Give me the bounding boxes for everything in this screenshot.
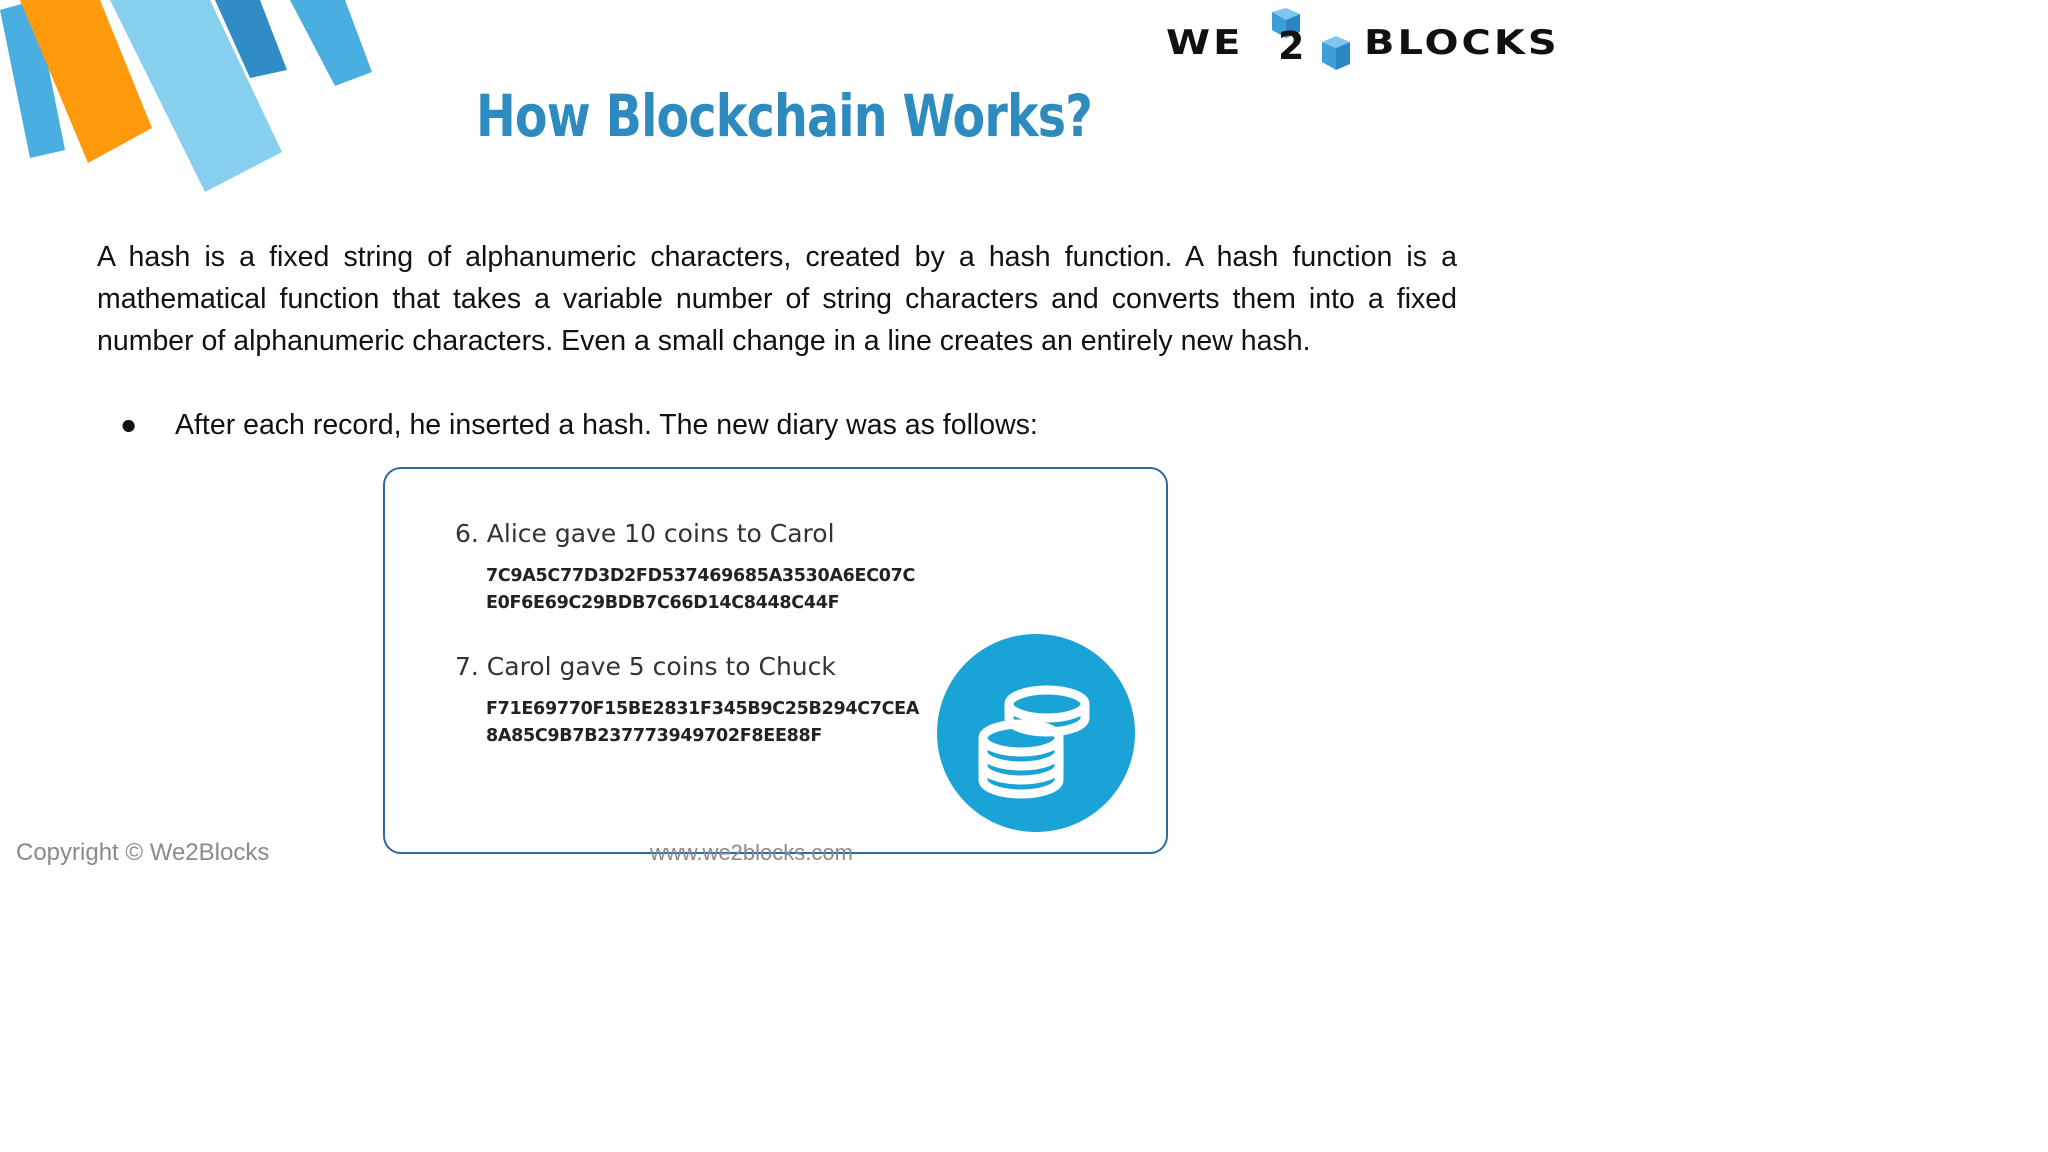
logo-two-text: 2 bbox=[1278, 24, 1305, 68]
logo-cubes-icon bbox=[1252, 8, 1362, 78]
logo-we-text: WE bbox=[1166, 23, 1244, 63]
diary-entry-hash-line: F71E69770F15BE2831F345B9C25B294C7CEA bbox=[486, 699, 920, 719]
diary-entry-hash-line: 8A85C9B7B237773949702F8EE88F bbox=[486, 726, 823, 746]
bullet-dot-icon: ● bbox=[120, 409, 138, 441]
copyright-notice: Copyright © We2Blocks bbox=[16, 839, 270, 866]
diary-entry-title: 6. Alice gave 10 coins to Carol bbox=[455, 519, 835, 548]
diary-entry-title: 7. Carol gave 5 coins to Chuck bbox=[455, 652, 836, 681]
diary-figure bbox=[383, 467, 1168, 854]
coin-stack-icon bbox=[937, 634, 1135, 832]
logo-blocks-text: BLOCKS bbox=[1364, 23, 1560, 63]
bullet-text: After each record, he inserted a hash. The new diary was as follows: bbox=[175, 409, 1038, 441]
hash-definition-paragraph: A hash is a fixed string of alphanumeric characters, created by a hash function. A hash function is a mathematical function that takes a variable number of string characters and converts them into a fixed number of alphanumeric characters. Even a small change in a line creates an entirely new hash. bbox=[97, 241, 1457, 357]
stripe-blue-mid bbox=[290, 0, 372, 86]
page-title: How Blockchain Works? bbox=[475, 82, 1093, 150]
diary-entry-hash-line: E0F6E69C29BDB7C66D14C8448C44F bbox=[486, 593, 840, 613]
diary-entry-hash-line: 7C9A5C77D3D2FD537469685A3530A6EC07C bbox=[486, 566, 916, 586]
website-watermark: www.we2blocks.com bbox=[650, 840, 853, 865]
we2blocks-logo bbox=[1160, 8, 1560, 78]
